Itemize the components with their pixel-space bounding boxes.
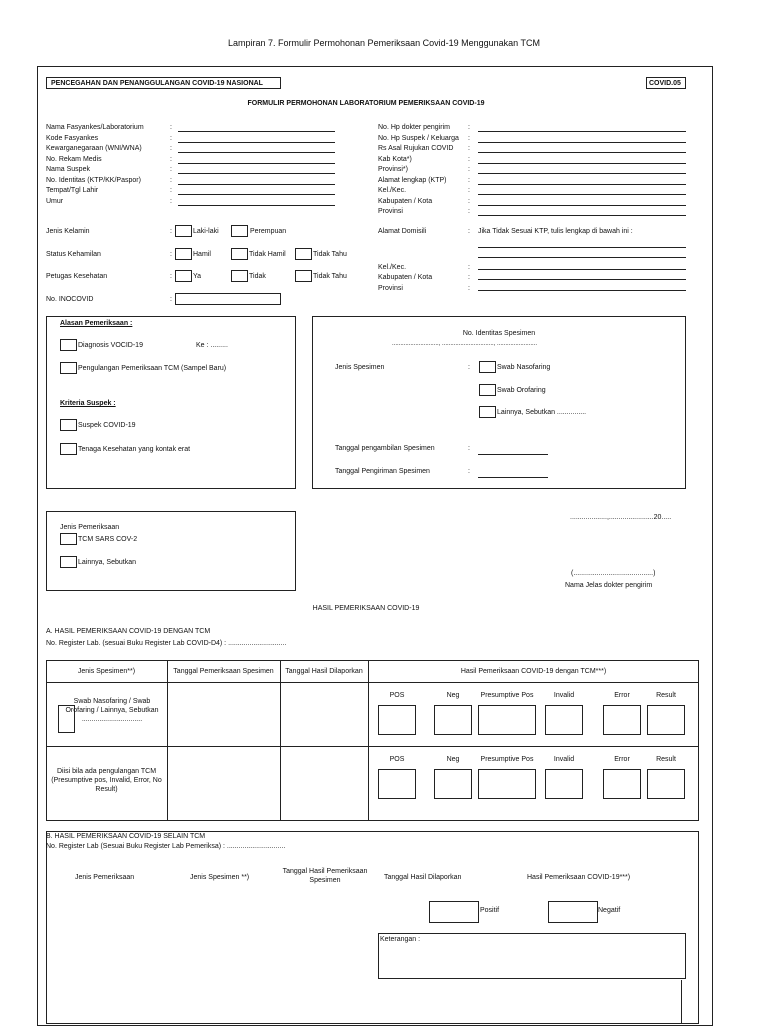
colon: : [170, 145, 172, 152]
criteria-contact-label: Tenaga Kesehatan yang kontak erat [78, 446, 191, 453]
section-b-title: B. HASIL PEMERIKSAAN COVID-19 SELAIN TCM [46, 833, 206, 840]
specimen-orofaring-checkbox[interactable] [479, 384, 496, 396]
specimen-sent-date-label: Tanggal Pengiriman Spesimen [335, 468, 430, 475]
colon: : [170, 251, 172, 258]
colon: : [170, 176, 172, 184]
negative-label: Negatif [598, 907, 621, 914]
exam-other-checkbox[interactable] [60, 556, 77, 568]
reason-repeat-checkbox[interactable] [60, 362, 77, 374]
colon: : [170, 155, 172, 163]
colon: : [468, 468, 470, 475]
health-worker-unknown-label: Tidak Tahu [313, 273, 347, 280]
gender-label: Jenis Kelamin [46, 228, 90, 235]
field-label: Tempat/Tgl Lahir [46, 187, 99, 194]
inocovid-input[interactable] [175, 293, 281, 305]
b-col-exam-date: Tanggal Hasil Pemeriksaan Spesimen [282, 868, 368, 884]
not-pregnant-label: Tidak Hamil [249, 251, 286, 258]
col-header-tcm-result: Hasil Pemeriksaan COVID-19 dengan TCM***) [460, 668, 607, 675]
section-b-edge [681, 980, 682, 1024]
field-label: Alamat lengkap (KTP) [378, 176, 447, 184]
field-label: Umur [46, 197, 64, 205]
reason-repeat-label: Pengulangan Pemeriksaan TCM (Sampel Baru) [78, 365, 227, 372]
program-name: PENCEGAHAN DAN PENANGGULANGAN COVID-19 NASIONAL [51, 80, 263, 87]
field-label: Kel./Kec. [378, 187, 407, 194]
form-title: FORMULIR PERMOHONAN LABORATORIUM PEMERIKSAAN COVID-19 [247, 100, 485, 107]
field-label: No. Hp dokter pengirim [378, 124, 450, 131]
col-header-specimen: Jenis Spesimen**) [77, 668, 136, 675]
specimen-sent-date-line[interactable] [478, 477, 548, 478]
health-worker-label: Petugas Kesehatan [46, 273, 108, 280]
table-divider [167, 660, 168, 821]
specimen-id-label: No. Identitas Spesimen [462, 330, 536, 337]
gender-female-label: Perempuan [250, 228, 287, 235]
result-label-invalid: Invalid [553, 692, 575, 699]
pregnant-checkbox[interactable] [175, 248, 192, 260]
field-input-line[interactable] [178, 131, 335, 132]
result-checkbox[interactable] [603, 769, 641, 799]
field-input-line[interactable] [478, 205, 686, 206]
field-label: Kabupaten / Kota [378, 197, 433, 205]
reason-title: Alasan Pemeriksaan : [60, 320, 133, 327]
specimen-id-dots[interactable]: ............................, ..............................., ........................ [392, 341, 538, 347]
result-checkbox[interactable] [478, 769, 536, 799]
field-input-line[interactable] [178, 173, 335, 174]
domicile-kab-line[interactable] [478, 279, 686, 280]
table-divider [46, 682, 699, 683]
result-label-error: Error [614, 692, 630, 699]
specimen-nasofaring-label: Swab Nasofaring [497, 364, 551, 371]
colon: : [468, 134, 470, 142]
field-label: Nama Suspek [46, 166, 90, 173]
health-worker-yes-checkbox[interactable] [175, 270, 192, 282]
field-label: No. Rekam Medis [46, 155, 102, 163]
colon: : [170, 134, 172, 142]
section-a-register[interactable]: No. Register Lab. (sesuai Buku Register Lab COVID-D4) : .............................. [46, 640, 287, 647]
field-label: Provinsi*) [378, 166, 408, 173]
specimen-orofaring-label: Swab Orofaring [497, 387, 546, 394]
colon: : [468, 208, 470, 215]
colon: : [170, 228, 172, 235]
result-label-neg: Neg [446, 756, 460, 763]
field-label: Kewarganegaraan (WNI/WNA) [46, 145, 142, 152]
page-title: Lampiran 7. Formulir Permohonan Pemeriksaan Covid-19 Menggunakan TCM [228, 38, 540, 48]
specimen-other-checkbox[interactable] [479, 406, 496, 418]
field-input-line[interactable] [178, 163, 335, 164]
result-label-error: Error [614, 756, 630, 763]
result-checkbox[interactable] [378, 769, 416, 799]
section-a-title: A. HASIL PEMERIKSAAN COVID-19 DENGAN TCM [46, 628, 211, 635]
result-label-result: Result [656, 692, 676, 699]
pregnancy-label: Status Kehamilan [46, 251, 101, 258]
result-label-result: Result [656, 756, 676, 763]
specimen-nasofaring-checkbox[interactable] [479, 361, 496, 373]
domicile-prov-label: Provinsi [378, 285, 403, 292]
row2-repeat-note: Diisi bila ada pengulangan TCM (Presumptive pos, Invalid, Error, No Result) [51, 768, 162, 793]
gender-male-checkbox[interactable] [175, 225, 192, 237]
result-checkbox[interactable] [545, 705, 583, 735]
signature-date-line[interactable]: ...................,.......................20..... [570, 514, 672, 521]
field-label: Provinsi [378, 208, 403, 215]
result-checkbox[interactable] [478, 705, 536, 735]
result-checkbox[interactable] [378, 705, 416, 735]
colon: : [468, 445, 470, 452]
health-worker-yes-label: Ya [193, 273, 202, 280]
criteria-suspect-checkbox[interactable] [60, 419, 77, 431]
col-header-report-date: Tanggal Hasil Dilaporkan [285, 668, 363, 675]
field-input-line[interactable] [478, 194, 686, 195]
criteria-suspect-label: Suspek COVID-19 [78, 422, 136, 429]
field-label: No. Identitas (KTP/KK/Paspor) [46, 176, 141, 184]
specimen-taken-date-line[interactable] [478, 454, 548, 455]
field-input-line[interactable] [478, 131, 686, 132]
colon: : [468, 166, 470, 173]
result-label-invalid: Invalid [553, 756, 575, 763]
health-worker-unknown-checkbox[interactable] [295, 270, 312, 282]
result-label-pos: POS [389, 756, 405, 763]
results-title: HASIL PEMERIKSAAN COVID-19 [312, 605, 420, 612]
field-input-line[interactable] [478, 152, 686, 153]
pregnancy-unknown-label: Tidak Tahu [313, 251, 347, 258]
domicile-prov-line[interactable] [478, 290, 686, 291]
result-checkbox[interactable] [545, 769, 583, 799]
negative-checkbox[interactable] [548, 901, 598, 923]
form-code: COVID.05 [649, 80, 681, 87]
domicile-kab-label: Kabupaten / Kota [378, 274, 433, 281]
row1-specimen-text: Swab Nasofaring / Swab Orofaring / Lainnya, Sebutkan ............................... [65, 698, 159, 723]
colon: : [468, 197, 470, 205]
b-col-result: Hasil Pemeriksaan COVID-19***) [527, 874, 631, 881]
colon: : [468, 264, 470, 271]
colon: : [170, 124, 172, 131]
exam-tcm-checkbox[interactable] [60, 533, 77, 545]
section-b-box [46, 831, 699, 1024]
colon: : [468, 124, 470, 131]
exam-other-label: Lainnya, Sebutkan [78, 559, 136, 566]
colon: : [468, 155, 470, 163]
domicile-note: Jika Tidak Sesuai KTP, tulis lengkap di bawah ini : [478, 228, 633, 235]
pregnant-label: Hamil [193, 251, 211, 258]
program-box [46, 77, 281, 89]
domicile-line-1[interactable] [478, 247, 686, 248]
colon: : [170, 187, 172, 194]
table-divider [280, 660, 281, 821]
col-header-exam-date: Tanggal Pemeriksaan Spesimen [173, 668, 274, 675]
domicile-kel-line[interactable] [478, 269, 686, 270]
domicile-label: Alamat Domisili [378, 228, 427, 235]
result-checkbox[interactable] [434, 705, 472, 735]
inocovid-label: No. INOCOVID [46, 296, 94, 303]
b-col-specimen: Jenis Spesimen **) [190, 874, 250, 881]
field-input-line[interactable] [478, 215, 686, 216]
field-label: Rs Asal Rujukan COVID [378, 145, 454, 152]
exam-type-box [46, 511, 296, 591]
result-checkbox[interactable] [603, 705, 641, 735]
reason-diagnosis-label: Diagnosis VOCID-19 [78, 342, 143, 349]
field-input-line[interactable] [478, 163, 686, 164]
gender-female-checkbox[interactable] [231, 225, 248, 237]
positive-checkbox[interactable] [429, 901, 479, 923]
specimen-other-label: Lainnya, Sebutkan ............... [497, 409, 587, 416]
colon: : [468, 176, 470, 184]
domicile-kel-label: Kel./Kec. [378, 264, 407, 271]
exam-type-title: Jenis Pemeriksaan [60, 524, 120, 531]
health-worker-no-label: Tidak [249, 273, 266, 280]
table-divider [368, 660, 369, 821]
colon: : [468, 187, 470, 194]
field-input-line[interactable] [178, 152, 335, 153]
field-input-line[interactable] [478, 184, 686, 185]
health-worker-no-checkbox[interactable] [231, 270, 248, 282]
pregnancy-unknown-checkbox[interactable] [295, 248, 312, 260]
field-input-line[interactable] [178, 194, 335, 195]
result-label-neg: Neg [446, 692, 460, 699]
colon: : [468, 145, 470, 152]
section-a-table [46, 660, 699, 821]
reason-diagnosis-count: Ke : ......... [196, 342, 228, 349]
b-col-exam-type: Jenis Pemeriksaan [75, 874, 135, 881]
field-label: No. Hp Suspek / Keluarga [378, 134, 459, 142]
b-col-report-date: Tanggal Hasil Dilaporkan [384, 874, 462, 881]
colon: : [170, 296, 172, 303]
specimen-taken-date-label: Tanggal pengambilan Spesimen [335, 445, 435, 452]
domicile-line-2[interactable] [478, 257, 686, 258]
colon: : [468, 228, 470, 235]
result-label-presumptive-pos: Presumptive Pos [480, 756, 534, 763]
colon: : [170, 166, 172, 173]
signature-line[interactable]: (.........................................) [571, 570, 656, 577]
table-divider [46, 746, 699, 747]
result-checkbox[interactable] [647, 769, 685, 799]
criteria-title: Kriteria Suspek : [60, 400, 116, 407]
field-input-line[interactable] [478, 173, 686, 174]
colon: : [468, 285, 470, 292]
colon: : [468, 364, 470, 371]
result-checkbox[interactable] [434, 769, 472, 799]
gender-male-label: Laki-laki [193, 228, 219, 235]
result-checkbox[interactable] [647, 705, 685, 735]
form-code-box [646, 77, 686, 89]
field-input-line[interactable] [178, 142, 335, 143]
notes-box[interactable] [378, 933, 686, 979]
result-label-pos: POS [389, 692, 405, 699]
field-label: Kab Kota*) [378, 155, 412, 163]
field-input-line[interactable] [478, 142, 686, 143]
specimen-type-label: Jenis Spesimen [335, 364, 385, 371]
field-label: Nama Fasyankes/Laboratorium [46, 124, 144, 131]
colon: : [170, 197, 172, 205]
result-label-presumptive-pos: Presumptive Pos [480, 692, 534, 699]
exam-tcm-label: TCM SARS COV-2 [78, 536, 138, 543]
signature-caption: Nama Jelas dokter pengirim [565, 582, 653, 589]
field-input-line[interactable] [178, 205, 335, 206]
positive-label: Positif [480, 907, 500, 914]
field-input-line[interactable] [178, 184, 335, 185]
colon: : [468, 274, 470, 281]
section-b-register[interactable]: No. Register Lab (Sesuai Buku Register Lab Pemeriksa) : .............................. [46, 843, 286, 850]
colon: : [170, 273, 172, 280]
reason-diagnosis-checkbox[interactable] [60, 339, 77, 351]
notes-label: Keterangan : [380, 936, 421, 943]
not-pregnant-checkbox[interactable] [231, 248, 248, 260]
criteria-contact-checkbox[interactable] [60, 443, 77, 455]
field-label: Kode Fasyankes [46, 134, 99, 142]
